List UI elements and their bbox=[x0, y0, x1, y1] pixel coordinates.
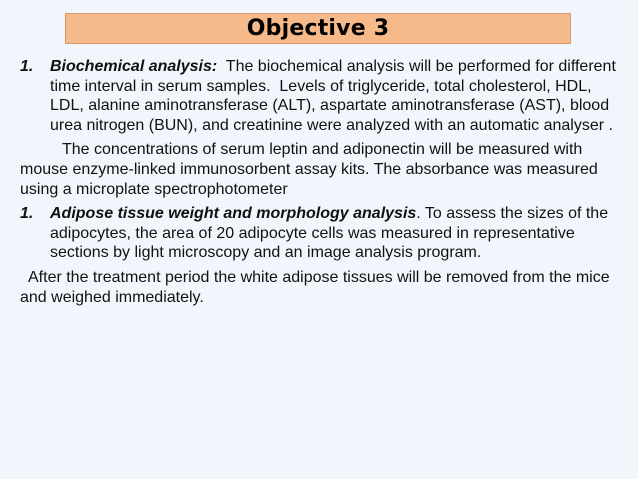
list-item-text: The biochemical analysis will be performed for different time interval in serum samples. Levels of triglyceride, total cholesterol, HDL, LDL, alanine aminotransferase (ALT), aspartate aminotransferase (AST), blood urea nitrogen (BUN), and creatinine were analyzed with an automatic analyser . bbox=[50, 58, 621, 134]
list-item-text: . To assess the sizes of the adipocytes, the area of 20 adipocyte cells was measured in representative sections by light microscopy and an image analysis program. bbox=[50, 205, 609, 262]
slide-title: Objective 3 bbox=[246, 16, 390, 41]
list-number: 1. bbox=[20, 58, 34, 75]
list-item-body bbox=[50, 57, 630, 135]
list-item-term: Adipose tissue weight and morphology analysis bbox=[50, 205, 417, 223]
list-item-body bbox=[50, 204, 630, 263]
list-item-term: Biochemical analysis: bbox=[50, 58, 218, 75]
list-item-adipose-tissue bbox=[20, 204, 630, 263]
title-banner bbox=[65, 13, 571, 44]
slide-content bbox=[20, 57, 630, 307]
paragraph-serum-leptin: The concentrations of serum leptin and adiponectin will be measured with mouse enzyme-linked immunosorbent assay kits. The absorbance was measured using a microplate spectrophotometer bbox=[20, 141, 598, 198]
list-item-biochemical-analysis bbox=[20, 57, 630, 135]
paragraph-treatment-period: After the treatment period the white adipose tissues will be removed from the mice and weighed immediately. bbox=[20, 268, 610, 306]
list-number: 1. bbox=[20, 205, 34, 223]
